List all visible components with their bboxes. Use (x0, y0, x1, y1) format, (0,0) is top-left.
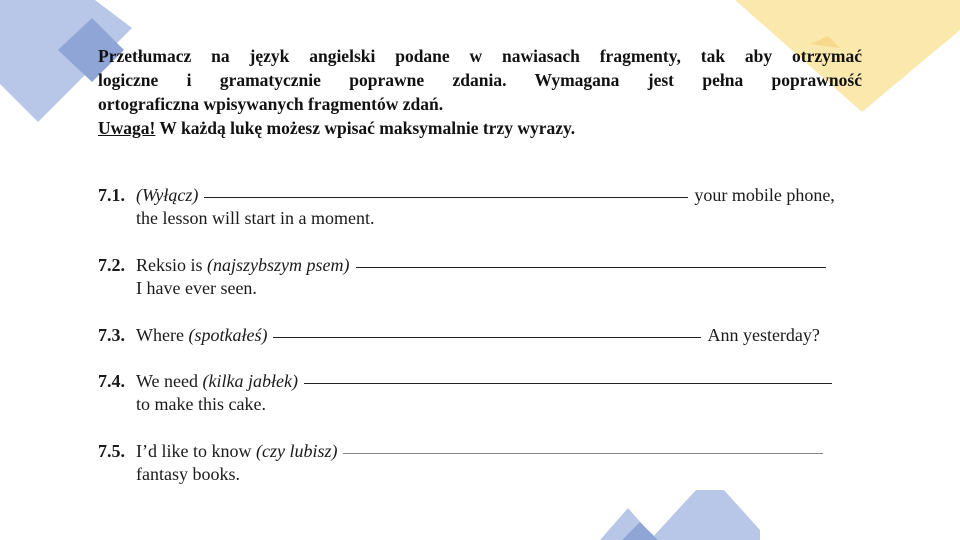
answer-gap[interactable] (204, 196, 688, 198)
item-text-after: your mobile phone, (694, 185, 835, 205)
answer-gap[interactable] (356, 266, 826, 268)
item-number: 7.2. (98, 255, 125, 275)
exercise-item-7-5 (98, 440, 862, 486)
answer-gap[interactable] (273, 336, 701, 338)
item-text-before: I’d like to know (136, 441, 256, 461)
note-label: Uwaga! (98, 118, 156, 138)
item-hint: (spotkałeś) (188, 325, 268, 345)
answer-gap[interactable] (343, 452, 823, 454)
item-number: 7.1. (98, 185, 125, 205)
decor-bottom-triangles (590, 486, 760, 540)
item-text-before: We need (136, 371, 203, 391)
instructions-note (98, 116, 862, 140)
item-number: 7.5. (98, 441, 125, 461)
item-number: 7.4. (98, 371, 125, 391)
item-text-before: Reksio is (136, 255, 208, 275)
exercise-item-7-1 (98, 184, 862, 230)
item-hint: (kilka jabłek) (202, 371, 298, 391)
answer-gap[interactable] (304, 382, 832, 384)
item-hint: (Wyłącz) (136, 185, 199, 205)
note-text: W każdą lukę możesz wpisać maksymalnie trzy wyrazy. (155, 118, 576, 138)
task-instructions (98, 44, 862, 140)
exercise-item-7-2 (98, 254, 862, 300)
item-continuation: I have ever seen. (136, 278, 257, 298)
instructions-line-1: Przetłumacz na język angielski podane w nawiasach fragmenty, tak aby otrzymać (98, 46, 862, 66)
item-continuation: to make this cake. (136, 394, 266, 414)
item-text-after: Ann yesterday? (707, 325, 820, 345)
item-continuation: the lesson will start in a moment. (136, 208, 375, 228)
instructions-line-2: logiczne i gramatycznie poprawne zdania. Wymagana jest pełna poprawność (98, 70, 862, 90)
item-hint: (czy lubisz) (255, 441, 338, 461)
item-hint: (najszybszym psem) (207, 255, 350, 275)
instructions-line-3: ortograficzna wpisywanych fragmentów zdań. (98, 94, 444, 114)
item-continuation: fantasy books. (136, 464, 240, 484)
exercise-item-7-4 (98, 370, 862, 416)
item-number: 7.3. (98, 325, 125, 345)
exercise-item-7-3 (98, 324, 862, 347)
item-text-before: Where (136, 325, 189, 345)
